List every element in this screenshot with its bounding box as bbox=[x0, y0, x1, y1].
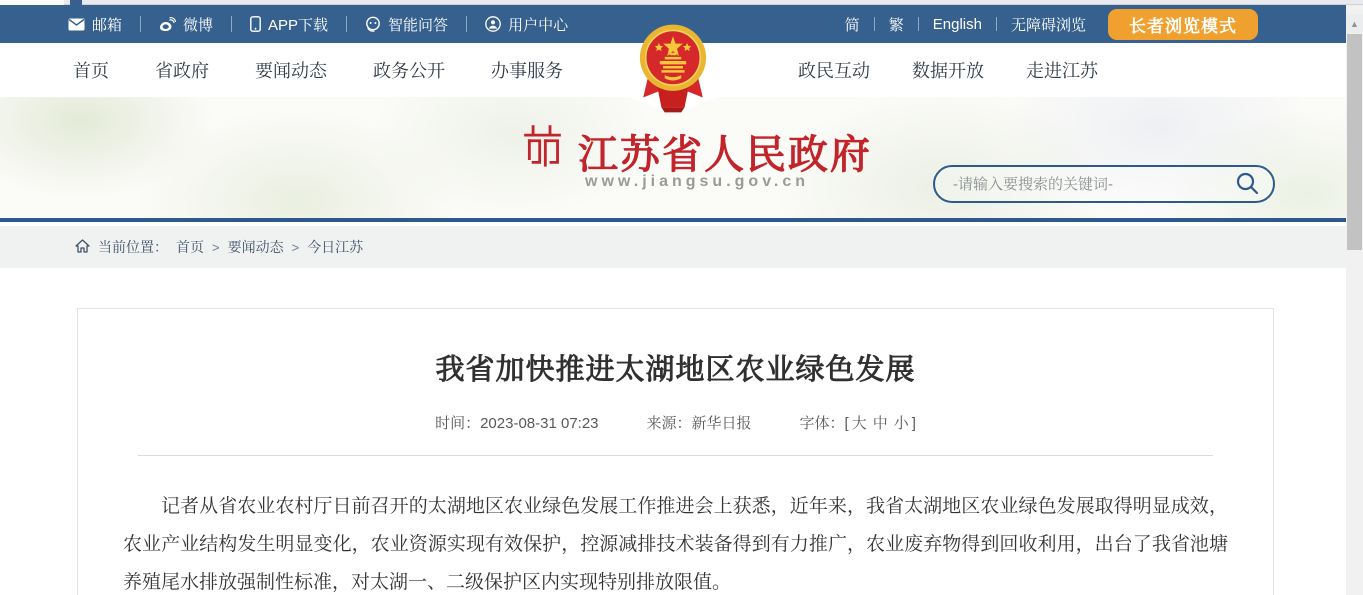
breadcrumb-bar bbox=[0, 226, 1346, 268]
font-size-medium[interactable]: 中 bbox=[872, 415, 888, 432]
topbar-lang-group bbox=[845, 5, 1258, 43]
jiangsu-seal-logo bbox=[519, 121, 566, 168]
search-input[interactable] bbox=[935, 176, 1235, 193]
home-icon bbox=[75, 239, 90, 256]
mail-link[interactable] bbox=[68, 14, 122, 35]
breadcrumb-home[interactable]: 首页 bbox=[176, 239, 204, 255]
nav-item-into-jiangsu[interactable]: 走进江苏 bbox=[1026, 61, 1098, 81]
lang-traditional[interactable]: 繁 bbox=[888, 16, 904, 34]
mail-label: 邮箱 bbox=[92, 16, 123, 34]
weibo-icon bbox=[159, 17, 176, 32]
weibo-label: 微博 bbox=[183, 16, 214, 34]
scrollbar-thumb[interactable] bbox=[1347, 34, 1362, 250]
user-icon bbox=[485, 16, 501, 32]
elder-mode-button[interactable]: 长者浏览模式 bbox=[1108, 9, 1258, 40]
article-title: 我省加快推进太湖地区农业绿色发展 bbox=[435, 354, 916, 386]
site-title: 江苏省人民政府 bbox=[578, 133, 872, 177]
font-size-controls: 字体：[ 大 中 小 ] bbox=[799, 415, 916, 432]
nav-left-group bbox=[73, 43, 563, 97]
nav-item-open-data[interactable]: 数据开放 bbox=[912, 61, 984, 81]
user-center-label: 用户中心 bbox=[508, 16, 569, 34]
site-url: www.jiangsu.gov.cn bbox=[585, 173, 810, 190]
content-area bbox=[0, 268, 1346, 595]
article-source: 来源：新华日报 bbox=[646, 415, 752, 432]
font-size-small[interactable]: 小 bbox=[893, 415, 909, 432]
nav-item-news[interactable]: 要闻动态 bbox=[255, 61, 327, 81]
lang-english[interactable]: English bbox=[932, 15, 982, 33]
topbar-separator bbox=[140, 16, 141, 32]
scrollbar-track[interactable] bbox=[1346, 5, 1363, 595]
user-center-link[interactable] bbox=[485, 14, 568, 35]
article-body: 记者从省农业农村厅日前召开的太湖地区农业绿色发展工作推进会上获悉，近年来，我省太湖地区农业绿色发展取得明显成效，农业产业结构发生明显变化，农业资源实现有效保护，控源减排技术装备得到有力推广，农业废弃物得到回收利用，出台了我省池塘养殖尾水排放强制性标准，对太湖一、二级保护区内实现特别排放限值。 bbox=[123, 496, 1228, 593]
app-download-label: APP下载 bbox=[268, 16, 329, 34]
breadcrumb-separator: > bbox=[212, 239, 220, 255]
breadcrumb-separator: > bbox=[291, 239, 300, 255]
topbar-separator bbox=[874, 17, 875, 31]
breadcrumb-today-jiangsu[interactable]: 今日江苏 bbox=[307, 239, 364, 255]
article-meta bbox=[78, 412, 1273, 433]
topbar-separator bbox=[346, 16, 347, 32]
smart-qa-link[interactable] bbox=[365, 14, 448, 35]
font-size-large[interactable]: 大 bbox=[851, 415, 867, 432]
topbar-separator bbox=[918, 17, 919, 31]
weibo-link[interactable] bbox=[159, 14, 213, 35]
nav-item-services[interactable]: 办事服务 bbox=[491, 61, 563, 81]
search-box bbox=[933, 165, 1275, 203]
article-time: 时间：2023-08-31 07:23 bbox=[435, 415, 599, 432]
app-download-link[interactable] bbox=[250, 14, 328, 35]
search-button[interactable] bbox=[1235, 171, 1273, 198]
nav-item-gov-affairs[interactable]: 政务公开 bbox=[373, 61, 445, 81]
lang-simplified[interactable]: 简 bbox=[844, 16, 860, 34]
topbar-links bbox=[68, 14, 568, 35]
topbar-separator bbox=[466, 16, 467, 32]
article-divider bbox=[138, 455, 1213, 456]
breadcrumb-label: 当前位置： bbox=[98, 239, 168, 255]
nav-right-group bbox=[798, 43, 1098, 97]
breadcrumb bbox=[75, 237, 363, 257]
article-box bbox=[77, 308, 1274, 595]
site-banner bbox=[0, 97, 1346, 222]
breadcrumb-news[interactable]: 要闻动态 bbox=[227, 239, 284, 255]
nav-item-provincial-gov[interactable]: 省政府 bbox=[155, 61, 209, 81]
qa-icon bbox=[365, 16, 381, 32]
topbar-separator bbox=[996, 17, 997, 31]
scrollbar-up-arrow[interactable]: ▲ bbox=[1346, 14, 1363, 33]
smart-qa-label: 智能问答 bbox=[388, 16, 449, 34]
mail-icon bbox=[68, 18, 85, 31]
nav-item-home[interactable]: 首页 bbox=[73, 61, 109, 81]
search-icon bbox=[1235, 171, 1259, 198]
nav-item-interaction[interactable]: 政民互动 bbox=[798, 61, 870, 81]
phone-icon bbox=[250, 16, 261, 32]
accessibility-link[interactable]: 无障碍浏览 bbox=[1010, 16, 1086, 34]
topbar-separator bbox=[231, 16, 232, 32]
national-emblem-icon bbox=[631, 18, 715, 114]
